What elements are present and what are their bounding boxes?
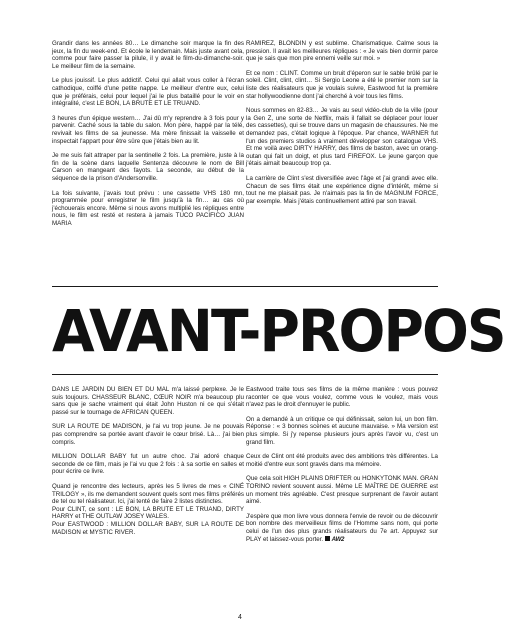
signature: AW2 (331, 535, 345, 543)
paragraph-closing (246, 513, 438, 543)
section-headline: AVANT-PROPOS (52, 297, 505, 365)
paragraph: Ceux de Clint ont été produits avec des ambitions très différentes. La moitié d'entre eux sont gravés dans ma mémoire. (246, 453, 438, 468)
paragraph: DANS LE JARDIN DU BIEN ET DU MAL m'a laissé perplexe. Je le suis toujours. CHASSEUR BLANC, CŒUR NOIR m'a beaucoup plu sans que je sache vraiment qui était John Huston ni ce qui s'était passé sur le tournage de AFRICAN QUEEN. (52, 386, 244, 416)
paragraph: 3 heures d'un épique western… J'ai dû m'y reprendre à 3 fois pour y parvenir. Caché sous la table du salon. Mon père, happé par la télé, revivait les films de sa jeunesse. Ma mère finissait la vaisselle et inspectait l'appart pour être sûre que j'étais bien au lit. (52, 114, 244, 145)
paragraph: Je me suis fait attraper par la sentinelle 2 fois. La première, juste à la fin de la scène dans laquelle Sentenza découvre le nom de Bill Carson en mangeant des fayots. La seconde, au début de la séquence de la prison d'Andersonville. (52, 152, 244, 182)
paragraph: Grandir dans les années 80… Le dimanche soir marque la fin des jeux, la fin du week-end. Et école le lendemain. Mais juste avant cela, comme pour faire passer la pilule, il y avait le film-du-dimanche-soir. Le meilleur film de la semaine. (52, 40, 244, 70)
paragraph: Pour EASTWOOD : MILLION DOLLAR BABY, SUR LA ROUTE DE MADISON et MYSTIC RIVER. (52, 520, 244, 536)
paragraph: Quand je rencontre des lecteurs, après les 5 livres de mes « CINÉ TRILOGY », ils me demandent souvent quels sont mes films préférés de tel ou tel réalisateur. Ici, j'ai tenté de faire 2 listes distinctes. (52, 482, 244, 506)
paragraph: SUR LA ROUTE DE MADISON, je l'ai vu trop jeune. Je ne pouvais pas comprendre sa portée avant d'avoir le cœur brisé. Là… j'ai bien compris. (52, 423, 244, 446)
paragraph: MILLION DOLLAR BABY fut un autre choc. J'ai adoré chaque seconde de ce film, mais je l'ai vu que 2 fois : à sa sortie en salles et pour écrire ce livre. (52, 453, 244, 476)
end-mark (325, 536, 330, 541)
paragraph: Eastwood traite tous ses films de la même manière : vous pouvez raconter ce que vous voulez, comme vous le voulez, mais vous n'avez pas le droit d'ennuyer le public. (246, 386, 438, 409)
text-column-top-right (246, 40, 438, 212)
headline-rule-bottom (52, 374, 438, 375)
paragraph: RAMIREZ, BLONDIN y est sublime. Charismatique. Calme sous la pression. Il avait les meilleures répliques : « Je vais bien dormir parce que je sais que mon pire ennemi veille sur moi. » (246, 40, 438, 63)
paragraph: Le plus jouissif. Le plus addictif. Celui qui allait vous coller à l'écran cathodique, coiffé d'une petite nappe. Le meilleur d'entre eux, celui que je préférais, celui pour lequel j'ai le plus bataillé pour le voir en intégralité, c'est LE BON, LA BRUTE ET LE TRUAND. (52, 77, 244, 108)
text-column-bottom-left (52, 386, 244, 543)
paragraph: On a demandé à un critique ce qui définissait, selon lui, un bon film. Réponse : « 3 bonnes scènes et aucune mauvaise. » Ma version est plus simple. Si j'y repense plusieurs jours après l'avoir vu, c'est un grand film. (246, 415, 438, 446)
headline-rule-top (52, 286, 438, 287)
text-column-bottom-right (246, 386, 438, 550)
text-column-top-left (52, 40, 244, 234)
paragraph: Et ce nom : CLINT. Comme un bruit d'éperon sur le sable brûlé par le soleil. Clint, clint, clint… Si Sergio Leone a été le premier nom sur la liste des réalisateurs que je voulais suivre, Eastwood fut la première star hollywoodienne dont j'ai cherché à voir tous les films. (246, 69, 438, 100)
page-number: 4 (238, 614, 242, 621)
paragraph: Nous sommes en 82-83… Je vais au seul vidéo-club de la ville (pour la Gen Z, une sorte de Netflix, mais il fallait se déplacer pour louer des cassettes), qui se trouve dans un magasin de chaussures. Ne me demandez pas, c'était logique à l'époque. Par chance, WARNER fut l'un des premiers studios à vraiment développer son catalogue VHS. Et me voilà avec DIRTY HARRY, des films de baston, avec un orang-outan qui fait un doigt, et plus tard FIREFOX. Le jeune garçon que j'étais aimait beaucoup trop ça. (246, 107, 438, 168)
paragraph: La carrière de Clint s'est diversifiée avec l'âge et j'ai grandi avec elle. Chacun de ses films était une expérience digne d'intérêt, même si tout ne me plaisait pas. Je n'aimais pas la fin de MAGNUM FORCE, par exemple. Mais j'étais continuellement attiré par son travail. (246, 174, 438, 205)
paragraph: Pour CLINT, ce sont : LE BON, LA BRUTE ET LE TRUAND, DIRTY HARRY et THE OUTLAW JOSEY WALES. (52, 505, 244, 521)
closing-text: J'espère que mon livre vous donnera l'envie de revoir ou de découvrir bon nombre des merveilleux films de l'Homme sans nom, qui porte celui de l'un des plus grands réalisateurs du 7e art. Appuyez sur PLAY et laissez-vous porter. (246, 512, 438, 543)
paragraph: Que cela soit HIGH PLAINS DRIFTER ou HONKYTONK MAN. GRAN TORINO revient souvent aussi. Même LE MAÎTRE DE GUERRE est un moment très agréable. C'est presque surprenant de l'avoir autant aimé. (246, 475, 438, 506)
paragraph: La fois suivante, j'avais tout prévu : une cassette VHS 180 mn, programmée pour enregistrer le film jusqu'à la fin… au cas où j'échouerais encore. Même si nous avons multiplié les répliques entre nous, le film est resté et restera à jamais TUCO PACIFICO JUAN MARIA (52, 189, 244, 227)
